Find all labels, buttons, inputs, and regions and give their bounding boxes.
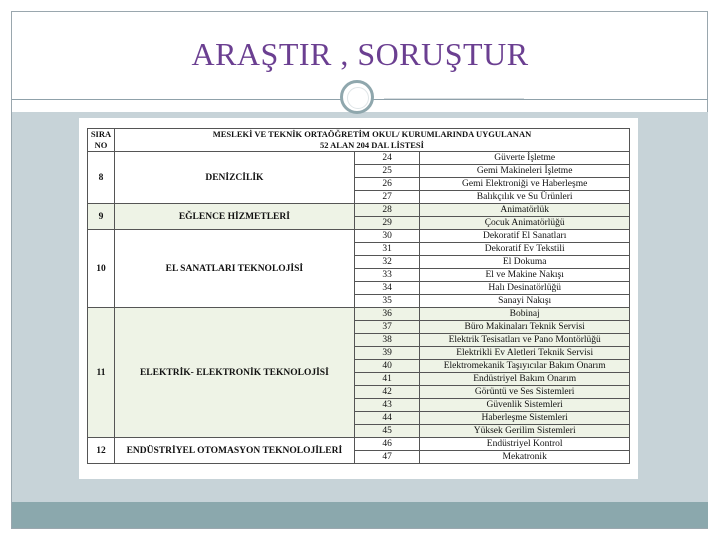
sira-no-cell: 10 xyxy=(88,230,115,308)
table-body xyxy=(88,152,630,464)
dal-name-cell: Haberleşme Sistemleri xyxy=(420,412,630,425)
dal-number-cell: 25 xyxy=(354,165,420,178)
header-sira-no: SIRA NO xyxy=(88,129,115,152)
table-row xyxy=(88,152,630,165)
dal-name-cell: Gemi Makineleri İşletme xyxy=(420,165,630,178)
table-row xyxy=(88,438,630,451)
dal-name-cell: Dekoratif El Sanatları xyxy=(420,230,630,243)
dal-number-cell: 36 xyxy=(354,308,420,321)
dal-number-cell: 46 xyxy=(354,438,420,451)
sira-no-cell: 12 xyxy=(88,438,115,464)
divider-accent xyxy=(384,98,524,99)
dal-name-cell: Balıkçılık ve Su Ürünleri xyxy=(420,191,630,204)
dal-number-cell: 42 xyxy=(354,386,420,399)
dal-name-cell: Büro Makinaları Teknik Servisi xyxy=(420,321,630,334)
dal-number-cell: 28 xyxy=(354,204,420,217)
dal-number-cell: 30 xyxy=(354,230,420,243)
dal-name-cell: Halı Desinatörlüğü xyxy=(420,282,630,295)
alan-dal-table xyxy=(87,128,630,464)
table-row xyxy=(88,230,630,243)
alan-name-cell: DENİZCİLİK xyxy=(114,152,354,204)
dal-number-cell: 29 xyxy=(354,217,420,230)
alan-name-cell: ENDÜSTRİYEL OTOMASYON TEKNOLOJİLERİ xyxy=(114,438,354,464)
header-title xyxy=(114,129,629,152)
dal-number-cell: 26 xyxy=(354,178,420,191)
dal-number-cell: 31 xyxy=(354,243,420,256)
slide-title: ARAŞTIR , SORUŞTUR xyxy=(191,36,529,72)
dal-number-cell: 39 xyxy=(354,347,420,360)
sira-no-cell: 8 xyxy=(88,152,115,204)
dal-number-cell: 33 xyxy=(354,269,420,282)
dal-name-cell: Endüstriyel Bakım Onarım xyxy=(420,373,630,386)
dal-name-cell: Mekatronik xyxy=(420,451,630,464)
dal-number-cell: 24 xyxy=(354,152,420,165)
header-title-line2: 52 ALAN 204 DAL LİSTESİ xyxy=(320,140,424,150)
dal-number-cell: 35 xyxy=(354,295,420,308)
table-row xyxy=(88,308,630,321)
sira-no-cell: 11 xyxy=(88,308,115,438)
dal-name-cell: Görüntü ve Ses Sistemleri xyxy=(420,386,630,399)
header-title-line1: MESLEKİ VE TEKNİK ORTAÖĞRETİM OKUL/ KURUMLARINDA UYGULANAN xyxy=(212,129,532,139)
dal-number-cell: 37 xyxy=(354,321,420,334)
dal-name-cell: Gemi Elektroniği ve Haberleşme xyxy=(420,178,630,191)
alan-name-cell: ELEKTRİK- ELEKTRONİK TEKNOLOJİSİ xyxy=(114,308,354,438)
dal-name-cell: Dekoratif Ev Tekstili xyxy=(420,243,630,256)
dal-name-cell: Güverte İşletme xyxy=(420,152,630,165)
dal-number-cell: 38 xyxy=(354,334,420,347)
dal-name-cell: El Dokuma xyxy=(420,256,630,269)
dal-name-cell: Elektrik Tesisatları ve Pano Montörlüğü xyxy=(420,334,630,347)
sira-no-cell: 9 xyxy=(88,204,115,230)
dal-number-cell: 44 xyxy=(354,412,420,425)
dal-number-cell: 43 xyxy=(354,399,420,412)
dal-number-cell: 27 xyxy=(354,191,420,204)
circle-ornament-icon xyxy=(340,80,374,114)
dal-name-cell: Yüksek Gerilim Sistemleri xyxy=(420,425,630,438)
dal-name-cell: Elektromekanik Taşıyıcılar Bakım Onarım xyxy=(420,360,630,373)
dal-number-cell: 45 xyxy=(354,425,420,438)
dal-number-cell: 34 xyxy=(354,282,420,295)
dal-name-cell: Animatörlük xyxy=(420,204,630,217)
alan-name-cell: EL SANATLARI TEKNOLOJİSİ xyxy=(114,230,354,308)
dal-name-cell: Güvenlik Sistemleri xyxy=(420,399,630,412)
dal-name-cell: Sanayi Nakışı xyxy=(420,295,630,308)
footer-bar xyxy=(12,502,708,528)
table-image xyxy=(79,118,638,479)
dal-name-cell: Çocuk Animatörlüğü xyxy=(420,217,630,230)
dal-number-cell: 40 xyxy=(354,360,420,373)
alan-name-cell: EĞLENCE HİZMETLERİ xyxy=(114,204,354,230)
dal-number-cell: 41 xyxy=(354,373,420,386)
dal-number-cell: 47 xyxy=(354,451,420,464)
dal-name-cell: Bobinaj xyxy=(420,308,630,321)
dal-name-cell: El ve Makine Nakışı xyxy=(420,269,630,282)
dal-name-cell: Elektrikli Ev Aletleri Teknik Servisi xyxy=(420,347,630,360)
dal-name-cell: Endüstriyel Kontrol xyxy=(420,438,630,451)
dal-number-cell: 32 xyxy=(354,256,420,269)
table-row xyxy=(88,204,630,217)
